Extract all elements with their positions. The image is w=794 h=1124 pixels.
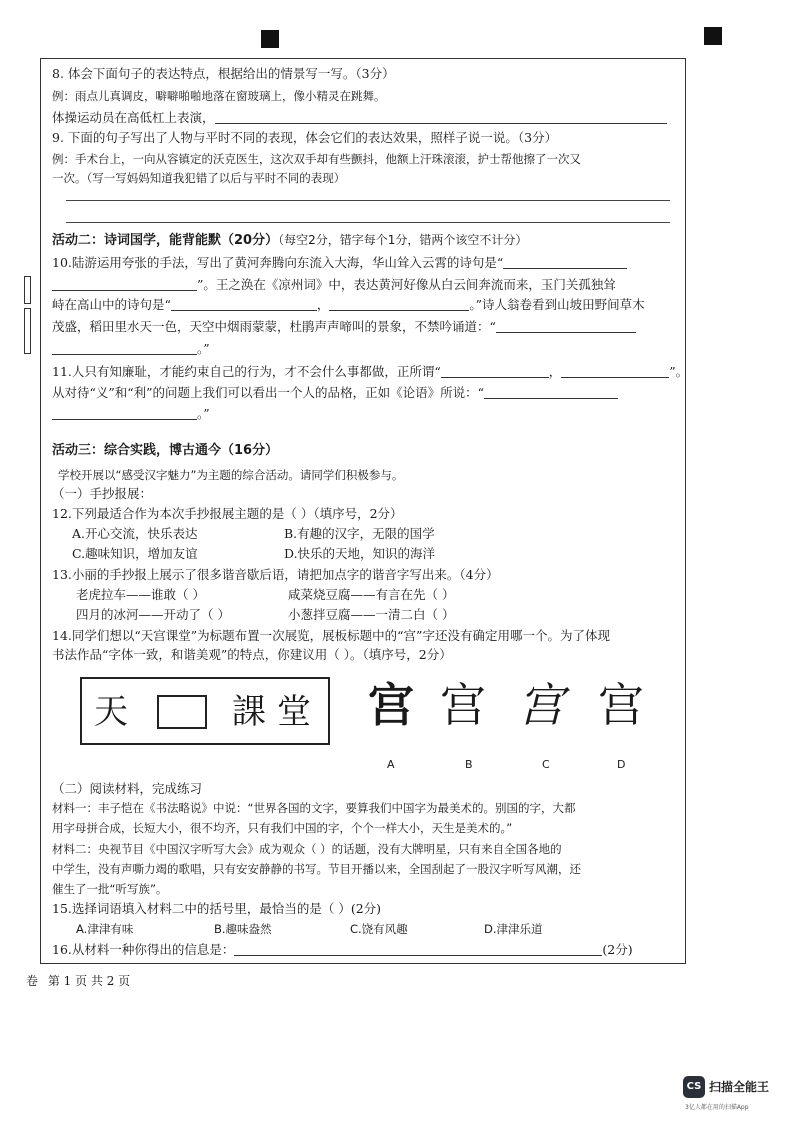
- q10-line5: [52, 341, 210, 357]
- q12-option-a[interactable]: A.开心交流，快乐表达: [72, 526, 198, 541]
- footer-side-mark: 卷: [26, 974, 39, 988]
- candidate-d-char[interactable]: 宫: [598, 678, 644, 732]
- scanner-watermark: [683, 1076, 793, 1116]
- q15-prompt: 15.选择词语填入材料二中的括号里，最恰当的是（ ）(2分): [52, 901, 382, 916]
- candidate-c-char[interactable]: 宫: [518, 678, 564, 732]
- q11-blank-4[interactable]: [52, 408, 197, 420]
- q10-blank-1[interactable]: [503, 257, 627, 269]
- q8-scenario: 体操运动员在高低杠上表演，: [52, 110, 215, 125]
- q8-example: 例：雨点儿真调皮，噼噼啪啪地落在窗玻璃上，像小精灵在跳舞。: [52, 89, 386, 103]
- q12-prompt: 12.下列最适合作为本次手抄报展主题的是（ ）（填序号，2分）: [52, 506, 403, 521]
- q10-blank-3[interactable]: [171, 299, 317, 311]
- q16-line: [52, 942, 633, 958]
- q8-scenario-line: [52, 110, 667, 126]
- candidate-b-label: B: [465, 758, 473, 771]
- q10-text: ，: [316, 297, 330, 312]
- q11-line3: [52, 406, 210, 422]
- q11-line1: [52, 364, 688, 380]
- banner-char-ke: 課: [232, 692, 266, 732]
- q10-blank-4[interactable]: [329, 299, 469, 311]
- q8-prompt: 8. 体会下面句子的表达特点，根据给出的情景写一写。（3分）: [52, 66, 395, 81]
- q9-example-line2: 一次。（写一写妈妈知道我犯错了以后与平时不同的表现）: [52, 171, 346, 185]
- q11-text: ，: [548, 364, 562, 379]
- title-banner: [80, 677, 330, 745]
- q15-option-d[interactable]: D.津津乐道: [484, 922, 543, 936]
- page-number: 第 1 页 共 2 页: [47, 974, 131, 988]
- material2-line3: 催生了一批“听写族”。: [52, 882, 168, 896]
- part1-title: （一）手抄报展：: [52, 486, 153, 501]
- binding-bar: [24, 308, 31, 354]
- candidate-a-char[interactable]: 宫: [368, 678, 414, 732]
- q8-answer-blank[interactable]: [215, 112, 667, 124]
- q14-line2: 书法作品“字体一致，和谐美观”的特点，你建议用（ ）。（填序号，2分）: [52, 647, 452, 662]
- q9-answer-line[interactable]: [66, 222, 670, 223]
- section3-title: 活动三：综合实践，博古通今（16分）: [52, 443, 279, 458]
- scanner-logo-icon: CS: [683, 1076, 705, 1098]
- q16-prompt: 16.从材料一种你得出的信息是：: [52, 942, 235, 957]
- material2-line1: 材料二：央视节目《中国汉字听写大会》成为观众（ ）的话题，没有大牌明星，只有来自全国各地的: [52, 842, 562, 856]
- q10-text: 茂盛，稻田里水天一色，天空中烟雨蒙蒙，杜鹃声声啼叫的景象，不禁吟诵道：“: [52, 319, 496, 334]
- q13-prompt: 13.小丽的手抄报上展示了很多谐音歇后语，请把加点字的谐音字写出来。（4分）: [52, 567, 499, 582]
- q11-line2: [52, 385, 618, 401]
- section2-header: [52, 232, 527, 249]
- candidate-a-label: A: [387, 758, 395, 771]
- banner-char-tian: 天: [94, 692, 128, 732]
- q10-line1: [52, 255, 627, 271]
- registration-mark: [704, 27, 722, 45]
- page-footer: [26, 972, 130, 989]
- q11-text: 11.人只有知廉耻，才能约束自己的行为，才不会什么事都做，正所谓“: [52, 364, 441, 379]
- material1-line2: 用字母拼合成，长短大小，很不均齐，只有我们中国的字，个个一样大小，天生是美术的。”: [52, 821, 513, 835]
- q12-option-b[interactable]: B.有趣的汉字，无限的国学: [284, 526, 435, 541]
- q10-line3: [52, 297, 645, 313]
- q10-text: 10.陆游运用夸张的手法，写出了黄河奔腾向东流入大海，华山耸入云霄的诗句是“: [52, 255, 504, 270]
- q10-line4: [52, 319, 636, 335]
- q12-option-c[interactable]: C.趣味知识，增加友谊: [72, 546, 198, 561]
- candidate-d-label: D: [617, 758, 626, 771]
- q11-blank-2[interactable]: [561, 366, 669, 378]
- q12-option-d[interactable]: D.快乐的天地，知识的海洋: [284, 546, 436, 561]
- q10-text: ”。王之涣在《凉州词》中，表达黄河好像从白云间奔流而来，玉门关孤独耸: [197, 277, 616, 292]
- scanner-slogan: 3亿人都在用的扫描App: [685, 1104, 749, 1111]
- q11-text: 从对待“义”和“利”的问题上我们可以看出一个人的品格，正如《论语》所说：“: [52, 385, 484, 400]
- q10-text: 。”: [197, 341, 210, 356]
- q10-line2: [52, 277, 616, 293]
- registration-mark: [261, 30, 279, 48]
- q13-item[interactable]: 小葱拌豆腐——一清二白（ ）: [288, 607, 455, 622]
- q13-item[interactable]: 老虎拉车——谁敢（ ）: [76, 587, 205, 602]
- banner-blank-box[interactable]: [157, 695, 207, 729]
- section2-title: 活动二：诗词国学，能背能默（20分）: [52, 233, 279, 248]
- q9-prompt: 9. 下面的句子写出了人物与平时不同的表现，体会它们的表达效果，照样子说一说。（3分）: [52, 130, 558, 145]
- q15-option-b[interactable]: B.趣味盎然: [214, 922, 272, 936]
- q15-option-c[interactable]: C.饶有风趣: [350, 922, 408, 936]
- candidate-b-char[interactable]: 宫: [440, 678, 486, 732]
- q10-blank-6[interactable]: [52, 343, 197, 355]
- q14-line1: 14.同学们想以“天宫课堂”为标题布置一次展览，展板标题中的“宫”字还没有确定用哪一个。为了体现: [52, 628, 610, 643]
- material1-line1: 材料一：丰子恺在《书法略说》中说：“世界各国的文字，要算我们中国字为最美术的。别国的字，大都: [52, 801, 576, 815]
- banner-char-tang: 堂: [277, 692, 311, 732]
- q16-answer-blank[interactable]: [234, 944, 602, 956]
- q9-example-line1: 例：手术台上，一向从容镇定的沃克医生，这次双手却有些颤抖，他额上汗珠滚滚，护士帮他擦了一次又: [52, 152, 581, 166]
- q10-text: 峙在高山中的诗句是“: [52, 297, 171, 312]
- binding-bar: [24, 276, 31, 304]
- q9-answer-line[interactable]: [66, 200, 670, 201]
- candidate-c-label: C: [542, 758, 550, 771]
- q10-blank-5[interactable]: [496, 321, 636, 333]
- q11-text: 。”: [197, 406, 210, 421]
- q13-item[interactable]: 四月的冰河——开动了（ ）: [76, 607, 230, 622]
- q10-blank-2[interactable]: [52, 279, 197, 291]
- q10-text: 。”诗人翁卷看到山坡田野间草木: [469, 297, 645, 312]
- material2-line2: 中学生，没有声嘶力竭的歌唱，只有安安静静的书写。节目开播以来，全国刮起了一股汉字听写风潮，还: [52, 862, 581, 876]
- q11-blank-1[interactable]: [441, 366, 549, 378]
- q11-blank-3[interactable]: [484, 387, 618, 399]
- section2-note: （每空2分，错字每个1分，错两个该空不计分）: [278, 233, 528, 247]
- section3-intro: 学校开展以“感受汉字魅力”为主题的综合活动。请同学们积极参与。: [58, 468, 404, 482]
- q13-item[interactable]: 咸菜烧豆腐——有言在先（ ）: [288, 587, 455, 602]
- q11-text: ”。: [669, 364, 689, 379]
- part2-title: （二）阅读材料，完成练习: [52, 781, 203, 796]
- q15-option-a[interactable]: A.津津有味: [76, 922, 134, 936]
- q16-score: (2分): [602, 942, 633, 957]
- scanner-app-name: 扫描全能王: [709, 1080, 770, 1094]
